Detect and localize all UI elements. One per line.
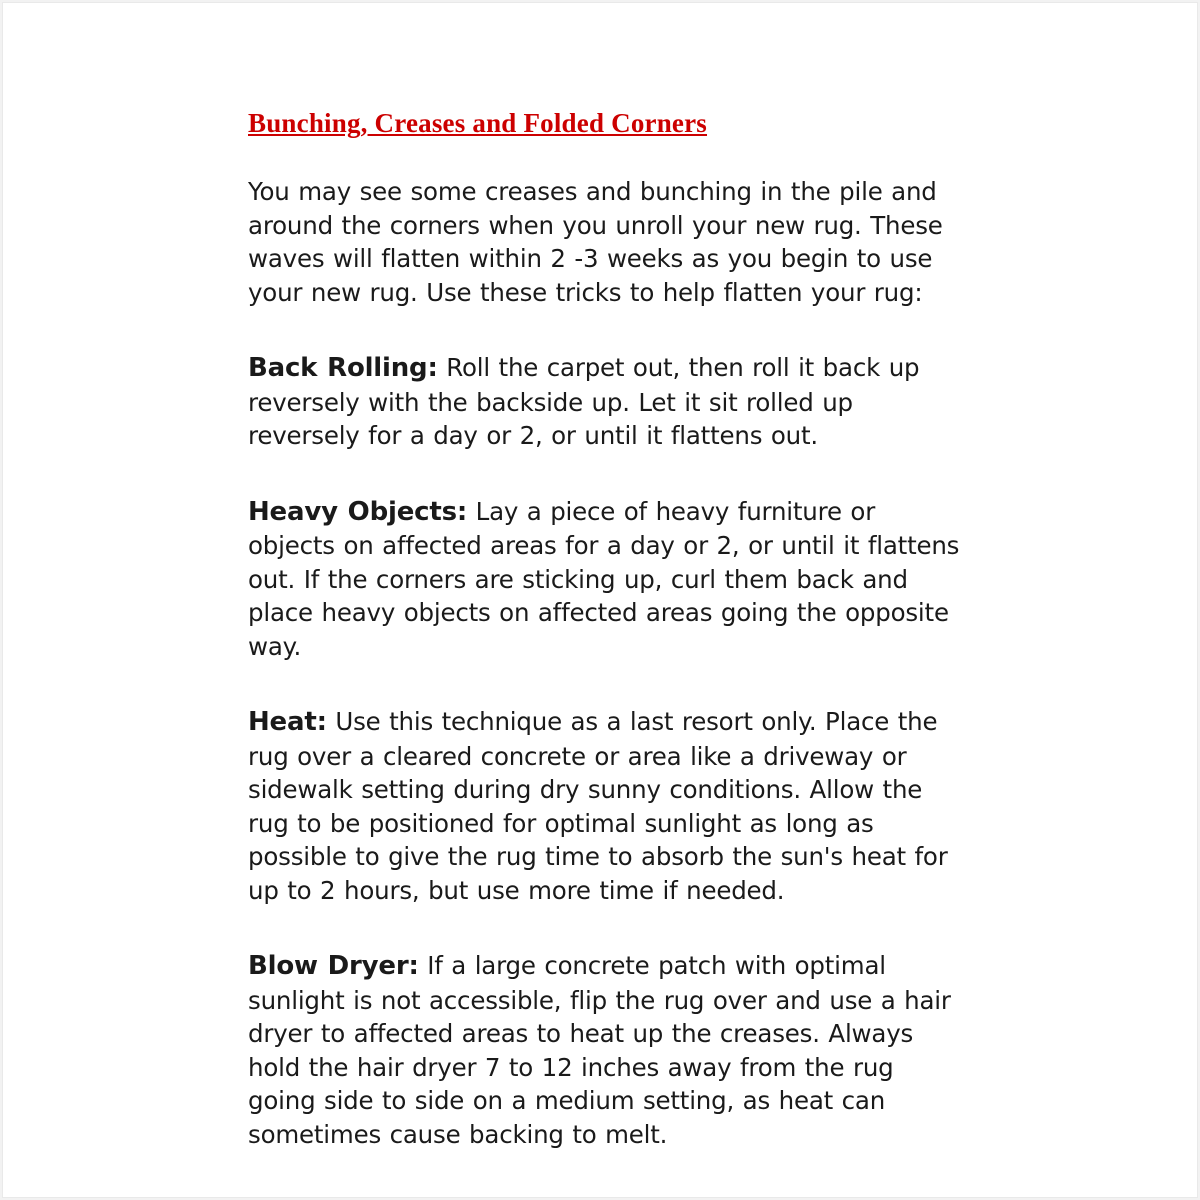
section-text-blow-dryer: If a large concrete patch with optimal sunlight is not accessible, flip the rug over and use a hair dryer to affected areas to heat up the creases. Always hold the hair dryer 7 to 12 inches away from the rug going side to side on a medium setting, as heat can sometimes cause backing to melt.: [248, 951, 951, 1149]
section-label-blow-dryer: Blow Dryer:: [248, 951, 419, 981]
section-label-heavy-objects: Heavy Objects:: [248, 496, 468, 527]
section-back-rolling: [248, 351, 963, 453]
document-body: [248, 108, 963, 1193]
section-text-back-rolling: Roll the carpet out, then roll it back up reversely with the backside up. Let it sit rolled up reversely for a day or 2, or until it flattens out.: [248, 353, 920, 450]
section-text-heavy-objects: Lay a piece of heavy furniture or objects on affected areas for a day or 2, or until it flattens out. If the corners are sticking up, curl them back and place heavy objects on affected areas going the opposite way.: [248, 496, 960, 661]
section-label-heat: Heat:: [248, 707, 327, 737]
intro-paragraph: You may see some creases and bunching in the pile and around the corners when you unroll your new rug. These waves will flatten within 2 -3 weeks as you begin to use your new rug. Use these tricks to help flatten your rug:: [248, 177, 943, 307]
section-text-heat: Use this technique as a last resort only. Place the rug over a cleared concrete or area like a driveway or sidewalk setting during dry sunny conditions. Allow the rug to be positioned for optimal sunlight as long as possible to give the rug time to absorb the sun's heat for up to 2 hours, but use more time if needed.: [248, 707, 948, 905]
section-heavy-objects: [248, 495, 963, 664]
section-blow-dryer: [248, 949, 963, 1151]
document-heading: Bunching, Creases and Folded Corners: [248, 108, 708, 138]
section-label-back-rolling: Back Rolling:: [248, 353, 438, 383]
section-heat: [248, 705, 963, 907]
